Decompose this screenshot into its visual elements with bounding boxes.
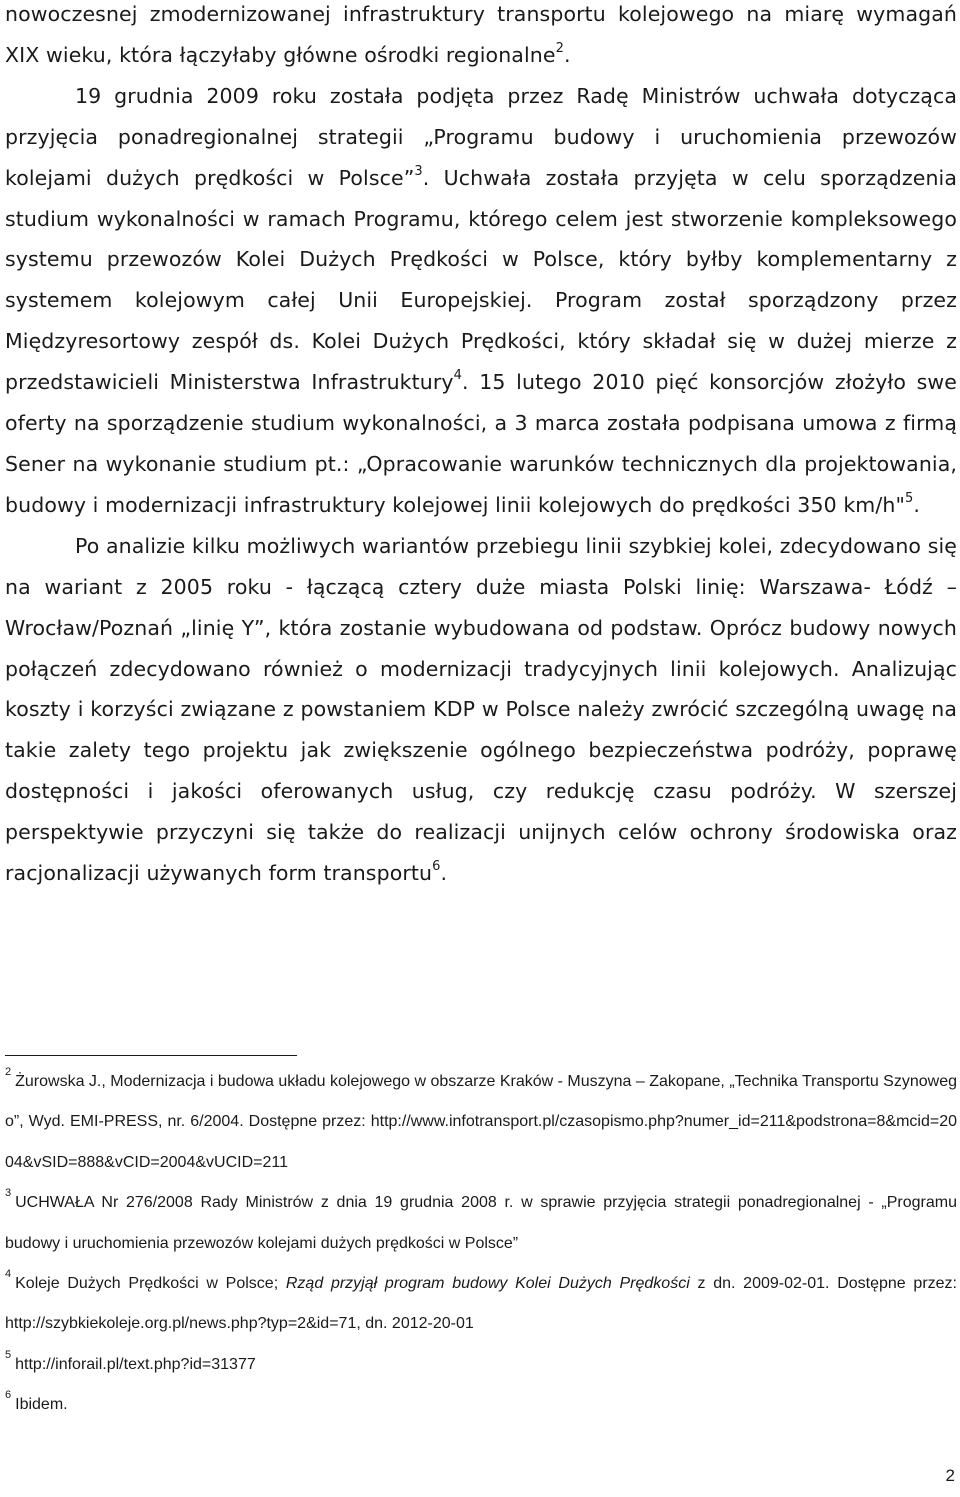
footnote-number: 5 bbox=[5, 1348, 12, 1361]
paragraph-text: . bbox=[440, 861, 448, 886]
paragraph-text: Po analizie kilku możliwych wariantów przebiegu linii szybkiej kolei, zdecydowano się na wariant z 2005 roku - łączącą cztery duże miasta Polski linię: Warszawa- Łódź – Wrocław/Poznań „linię Y”, która zostanie wybudowana od podstaw. Oprócz budowy nowych połączeń zdecydowano również o modernizacji tradycyjnych linii kolejowych. Analizując koszty i korzyści związane z powstaniem KDP w Polsce należy zwrócić szczególną uwagę na takie zalety tego projektu jak zwiększenie ogólnego bezpieczeństwa podróży, poprawę dostępności i jakości oferowanych usług, czy redukcję czasu podróży. W szerszej perspektywie przyczyni się także do realizacji unijnych celów ochrony środowiska oraz racjonalizacji używanych form transportu bbox=[5, 533, 957, 886]
body-text bbox=[5, 0, 957, 894]
footnote-ref[interactable]: 2 bbox=[555, 41, 564, 57]
paragraph-3 bbox=[5, 526, 957, 894]
footnote-text: UCHWAŁA Nr 276/2008 Rady Ministrów z dnia 19 grudnia 2008 r. w sprawie przyjęcia strategii ponadregionalnej - „Programu budowy i uruchomienia przewozów kolejami dużych prędkości w Polsce” bbox=[5, 1194, 957, 1252]
footnote-text: Żurowska J., Modernizacja i budowa układu kolejowego w obszarze Kraków - Muszyna – Zakopane, „Technika Transportu Szynowego”, Wyd. EMI-PRESS, nr. 6/2004. Dostępne przez: http://www.infotransport.pl/czasopismo.php?numer_id=211&podstrona=8&mcid=2004&vSID=888&vCID=2004&vUCID=211 bbox=[5, 1073, 957, 1171]
footnote-3 bbox=[5, 1183, 957, 1264]
footnote-4 bbox=[5, 1264, 957, 1345]
footnote-text: Ibidem. bbox=[15, 1396, 68, 1414]
footnote-2 bbox=[5, 1062, 957, 1183]
footnote-ref[interactable]: 5 bbox=[905, 491, 914, 507]
footnotes bbox=[5, 1062, 957, 1426]
footnote-text: Koleje Dużych Prędkości w Polsce; bbox=[15, 1275, 286, 1293]
footnote-ref[interactable]: 3 bbox=[414, 163, 423, 179]
footnote-link[interactable]: http://inforail.pl/text.php?id=31377 bbox=[15, 1355, 256, 1373]
footnote-italic-title: Rząd przyjął program budowy Kolei Dużych Prędkości bbox=[285, 1275, 690, 1293]
footnote-number: 3 bbox=[5, 1186, 12, 1199]
page-number: 2 bbox=[945, 1466, 955, 1485]
paragraph-text: 19 grudnia 2009 roku została podjęta przez Radę Ministrów uchwała dotycząca przyjęcia ponadregionalnej strategii „Programu budowy i uruchomienia przewozów kolejami dużych prędkości w Polsce” bbox=[5, 83, 957, 190]
footnote-number: 6 bbox=[5, 1388, 12, 1401]
paragraph-text: . Uchwała została przyjęta w celu sporządzenia studium wykonalności w ramach Programu, którego celem jest stworzenie kompleksowego systemu przewozów Kolei Dużych Prędkości w Polsce, który byłby komplementarny z systemem kolejowym całej Unii Europejskiej. Program został sporządzony przez Międzyresortowy zespół ds. Kolei Dużych Prędkości, który składał się w dużej mierze z przedstawicieli Ministerstwa Infrastruktury bbox=[5, 165, 958, 395]
paragraph-text: . bbox=[913, 492, 921, 517]
paragraph-text: . bbox=[563, 42, 571, 67]
paragraph-text: nowoczesnej zmodernizowanej infrastruktury transportu kolejowego na miarę wymagań XIX wieku, która łączyłaby główne ośrodki regionalne bbox=[5, 2, 957, 67]
footnote-number: 4 bbox=[5, 1267, 12, 1280]
footnote-ref[interactable]: 6 bbox=[432, 859, 441, 875]
footnote-5 bbox=[5, 1345, 957, 1385]
paragraph-1 bbox=[5, 0, 957, 76]
footnote-number: 2 bbox=[5, 1065, 12, 1078]
footnote-ref[interactable]: 4 bbox=[453, 368, 463, 384]
paragraph-2 bbox=[5, 76, 957, 526]
footnote-separator bbox=[5, 1055, 297, 1056]
footnote-text: z dn. 2009-02-01. Dostępne przez: http://szybkiekoleje.org.pl/news.php?typ=2&id=71, dn. 2012-20-01 bbox=[5, 1275, 957, 1333]
footnote-6 bbox=[5, 1385, 957, 1425]
paragraph-text: . 15 lutego 2010 pięć konsorcjów złożyło swe oferty na sporządzenie studium wykonalności, a 3 marca została podpisana umowa z firmą Sener na wykonanie studium pt.: „Opracowanie warunków technicznych dla projektowania, budowy i modernizacji infrastruktury kolejowej linii kolejowych do prędkości 350 km/h" bbox=[5, 370, 957, 517]
